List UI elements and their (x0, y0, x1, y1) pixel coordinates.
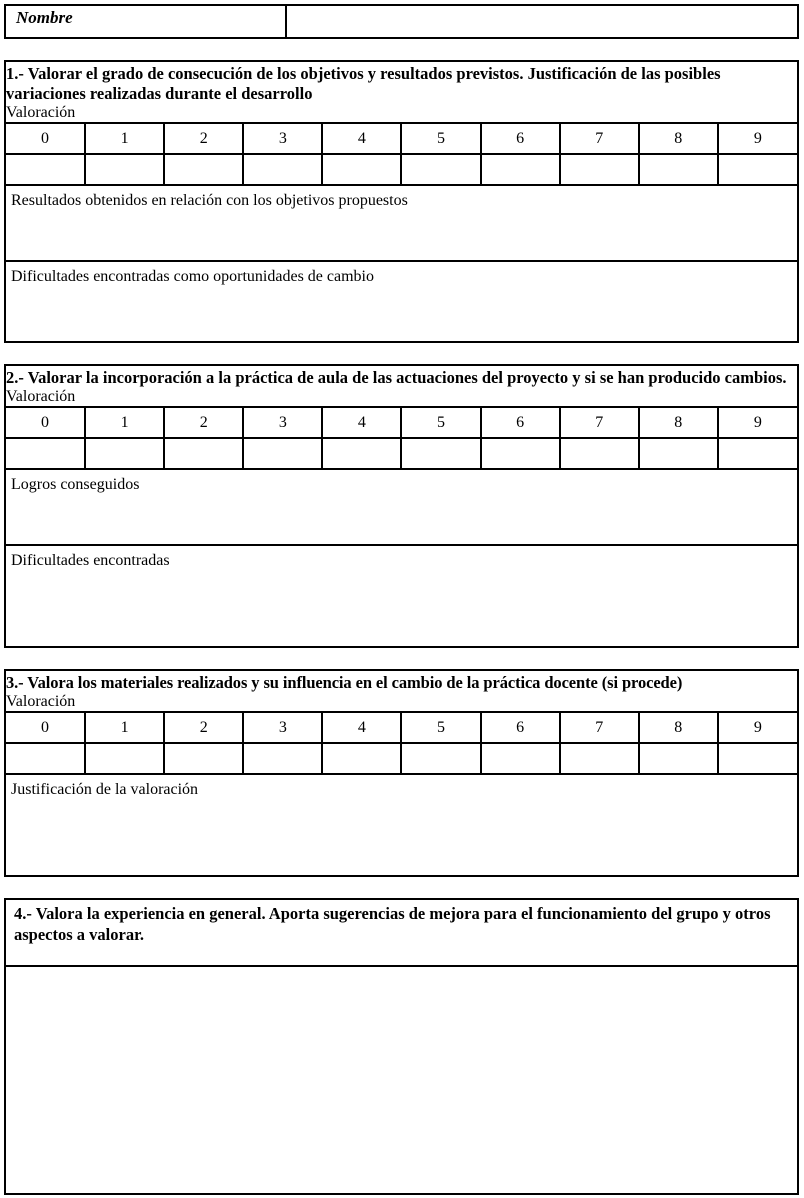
scale-mark-cell[interactable] (6, 743, 85, 773)
scale-mark-cell[interactable] (560, 154, 639, 184)
scale-value: 3 (243, 407, 322, 438)
scale-value: 2 (164, 123, 243, 154)
scale-value: 0 (6, 123, 85, 154)
name-input[interactable] (287, 6, 797, 37)
scale-mark-cell[interactable] (85, 154, 164, 184)
section-4 (4, 898, 799, 1195)
scale-mark-cell[interactable] (85, 438, 164, 468)
scale-value: 2 (164, 407, 243, 438)
scale-mark-cell[interactable] (481, 743, 560, 773)
scale-mark-cell[interactable] (322, 154, 401, 184)
scale-value: 5 (401, 123, 480, 154)
scale-mark-cell[interactable] (401, 743, 480, 773)
scale-mark-cell[interactable] (401, 438, 480, 468)
field-label: Dificultades encontradas como oportunidades de cambio (11, 268, 374, 285)
section-4-answer-field[interactable] (6, 967, 797, 1193)
section-3-scale-label: Valoración (6, 693, 76, 710)
scale-mark-cell[interactable] (243, 154, 322, 184)
section-2 (4, 364, 799, 648)
scale-value: 7 (560, 712, 639, 743)
section-2-rating-scale (6, 406, 797, 468)
scale-value: 6 (481, 123, 560, 154)
scale-mark-cell[interactable] (718, 438, 797, 468)
section-3-title: 3.- Valora los materiales realizados y su influencia en el cambio de la práctica docente (si procede) (6, 673, 683, 692)
scale-header-row (6, 712, 797, 743)
scale-header-row (6, 123, 797, 154)
section-2-difficulties-field[interactable] (6, 544, 797, 619)
section-1-difficulties-field[interactable] (6, 260, 797, 335)
field-label: Justificación de la valoración (11, 781, 199, 798)
scale-value: 5 (401, 712, 480, 743)
scale-mark-row (6, 154, 797, 184)
scale-value: 8 (639, 407, 718, 438)
scale-mark-cell[interactable] (718, 743, 797, 773)
section-2-scale-label: Valoración (6, 388, 76, 405)
scale-header-row (6, 407, 797, 438)
scale-mark-row (6, 743, 797, 773)
section-2-achievements-field[interactable] (6, 468, 797, 544)
name-label: Nombre (6, 6, 287, 37)
section-4-title: 4.- Valora la experiencia en general. Aporta sugerencias de mejora para el funcionamiento del grupo y otros aspectos a valorar. (6, 900, 797, 967)
scale-value: 8 (639, 712, 718, 743)
section-2-title: 2.- Valorar la incorporación a la práctica de aula de las actuaciones del proyecto y si se han producido cambios. (6, 368, 787, 387)
scale-mark-cell[interactable] (560, 743, 639, 773)
scale-mark-cell[interactable] (243, 438, 322, 468)
scale-value: 7 (560, 407, 639, 438)
scale-value: 4 (322, 712, 401, 743)
scale-mark-cell[interactable] (481, 438, 560, 468)
scale-mark-cell[interactable] (322, 743, 401, 773)
field-label: Resultados obtenidos en relación con los objetivos propuestos (11, 192, 408, 209)
name-row (4, 4, 799, 39)
scale-mark-cell[interactable] (164, 154, 243, 184)
section-1-rating-scale (6, 122, 797, 184)
scale-value: 0 (6, 407, 85, 438)
scale-value: 7 (560, 123, 639, 154)
scale-mark-cell[interactable] (560, 438, 639, 468)
scale-value: 1 (85, 407, 164, 438)
scale-mark-row (6, 438, 797, 468)
scale-mark-cell[interactable] (164, 438, 243, 468)
scale-value: 6 (481, 407, 560, 438)
scale-mark-cell[interactable] (6, 438, 85, 468)
section-1-scale-label: Valoración (6, 104, 76, 121)
scale-mark-cell[interactable] (401, 154, 480, 184)
scale-value: 4 (322, 407, 401, 438)
section-1 (4, 60, 799, 343)
scale-value: 9 (718, 123, 797, 154)
scale-mark-cell[interactable] (322, 438, 401, 468)
scale-value: 3 (243, 712, 322, 743)
field-label: Logros conseguidos (11, 476, 140, 493)
scale-value: 2 (164, 712, 243, 743)
scale-mark-cell[interactable] (164, 743, 243, 773)
scale-mark-cell[interactable] (639, 438, 718, 468)
scale-value: 1 (85, 712, 164, 743)
scale-mark-cell[interactable] (639, 154, 718, 184)
section-3-justification-field[interactable] (6, 773, 797, 872)
section-3 (4, 669, 799, 877)
scale-value: 4 (322, 123, 401, 154)
scale-value: 1 (85, 123, 164, 154)
section-1-results-field[interactable] (6, 184, 797, 260)
scale-value: 5 (401, 407, 480, 438)
scale-mark-cell[interactable] (6, 154, 85, 184)
scale-mark-cell[interactable] (85, 743, 164, 773)
scale-mark-cell[interactable] (243, 743, 322, 773)
section-3-rating-scale (6, 711, 797, 773)
scale-value: 6 (481, 712, 560, 743)
section-1-title: 1.- Valorar el grado de consecución de los objetivos y resultados previstos. Justificación de las posibles variaciones realizadas durante el desarrollo (6, 64, 721, 103)
scale-mark-cell[interactable] (718, 154, 797, 184)
scale-value: 9 (718, 407, 797, 438)
scale-mark-cell[interactable] (639, 743, 718, 773)
scale-value: 0 (6, 712, 85, 743)
scale-mark-cell[interactable] (481, 154, 560, 184)
field-label: Dificultades encontradas (11, 552, 170, 569)
scale-value: 3 (243, 123, 322, 154)
scale-value: 9 (718, 712, 797, 743)
scale-value: 8 (639, 123, 718, 154)
